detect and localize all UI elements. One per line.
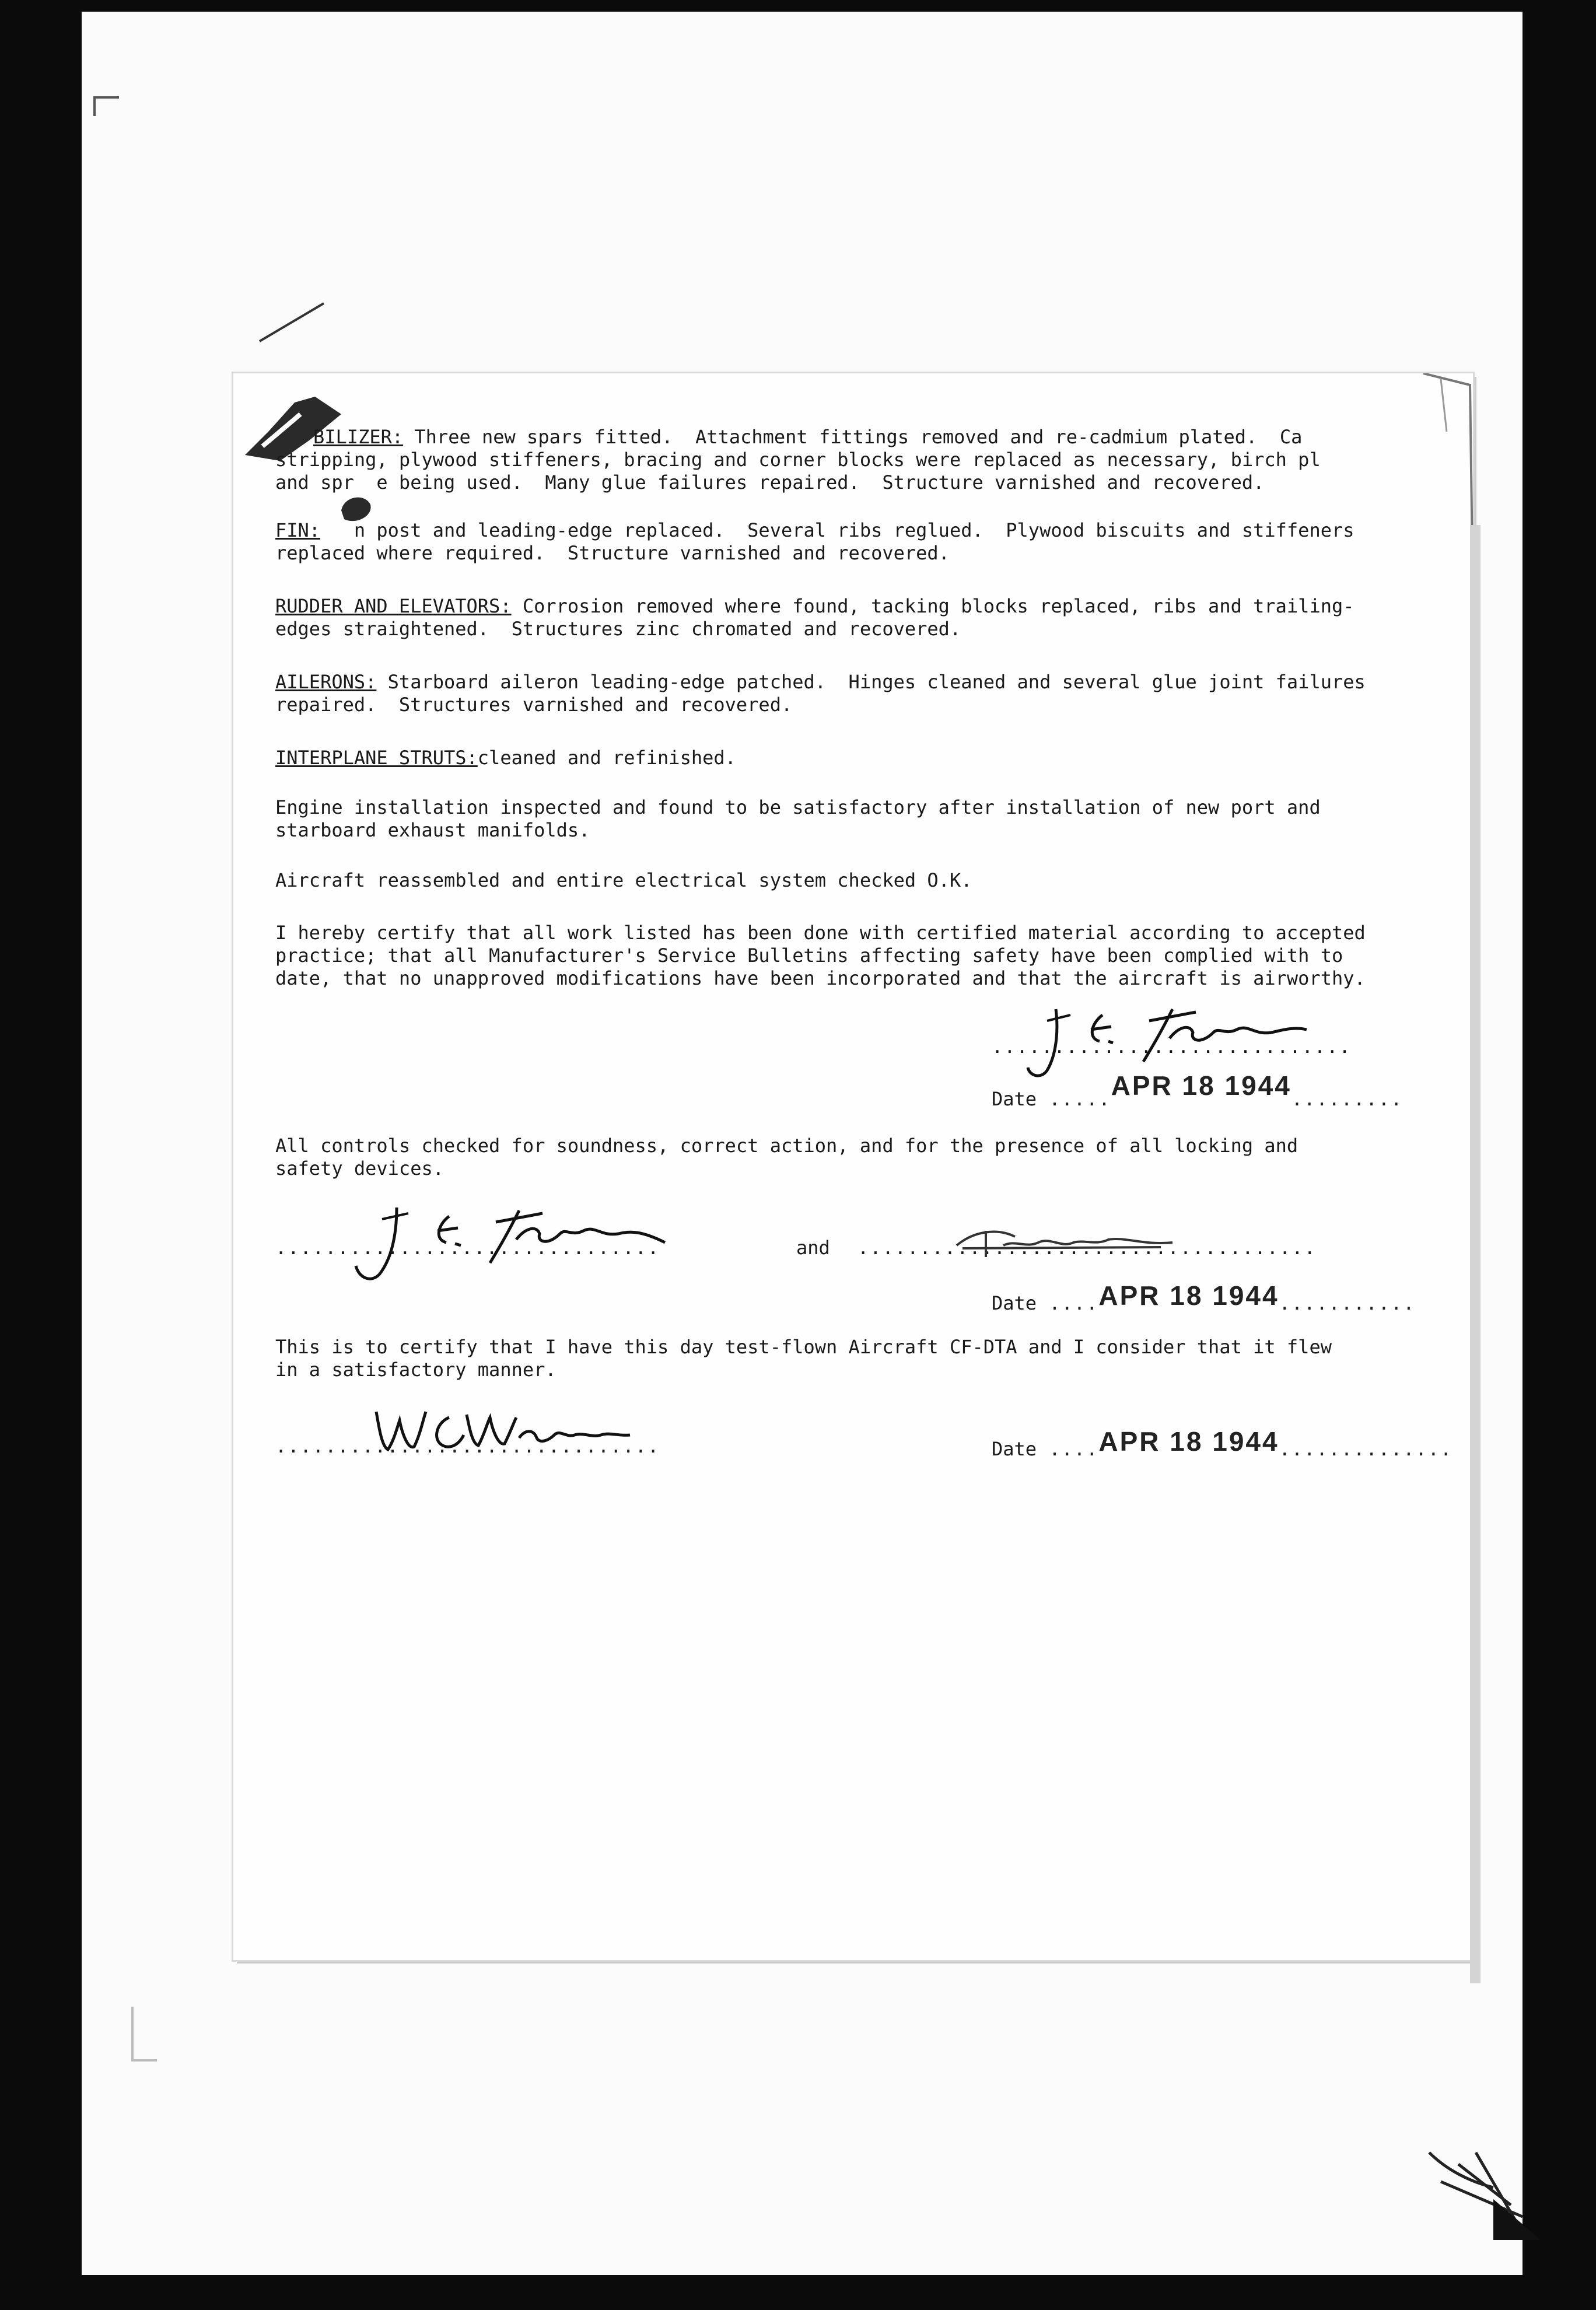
- rudder-line-1: [275, 595, 1477, 618]
- engine-line-1: Engine installation inspected and found to be satisfactory after installation of new port and: [275, 796, 1321, 818]
- signature-2a-handwritten: [315, 1196, 688, 1289]
- ailerons-heading: AILERONS:: [275, 671, 377, 693]
- controls-line-1: All controls checked for soundness, correct action, and for the presence of all locking and: [275, 1135, 1298, 1157]
- signature-3-date-row: Date ....APR 18 1944..............: [992, 1426, 1453, 1460]
- stabilizer-line-1: [275, 426, 1477, 449]
- signature-2a-dotted-line: ...............................: [275, 1237, 660, 1259]
- fin-line-2: replaced where required. Structure varnished and recovered.: [275, 542, 950, 564]
- certification-line-3: date, that no unapproved modifications have been incorporated and that the aircraft is airworthy.: [275, 967, 1366, 989]
- signature-3-date-label: Date: [992, 1438, 1037, 1460]
- rudder-line-2: edges straightened. Structures zinc chromated and recovered.: [275, 618, 961, 640]
- signature-1-date-label: Date: [992, 1088, 1037, 1110]
- test-flight-line-1: This is to certify that I have this day test-flown Aircraft CF-DTA and I consider that it flew: [275, 1336, 1332, 1358]
- signature-2-date-row: Date ....APR 18 1944...........: [992, 1280, 1416, 1314]
- certification-line-2: practice; that all Manufacturer's Service Bulletins affecting safety have been complied with to: [275, 944, 1343, 967]
- fin-heading: FIN:: [275, 519, 321, 541]
- rudder-text-1: Corrosion removed where found, tacking blocks replaced, ribs and trailing-: [511, 595, 1354, 617]
- document-page: [233, 373, 1473, 1960]
- signature-2b-dotted-line: .....................................: [858, 1237, 1317, 1259]
- fin-text-1: n post and leading-edge replaced. Several ribs reglued. Plywood biscuits and stiffeners: [320, 519, 1354, 541]
- stabilizer-text-1: Three new spars fitted. Attachment fittings removed and re-cadmium plated. Ca: [403, 426, 1303, 448]
- torn-corner-bottom-right: [1423, 2147, 1540, 2240]
- signature-3-date-stamp: APR 18 1944: [1098, 1426, 1279, 1457]
- signature-3-handwritten: [368, 1394, 636, 1458]
- controls-line-2: safety devices.: [275, 1157, 444, 1180]
- right-edge-strip: [1470, 525, 1480, 1983]
- engine-line-2: starboard exhaust manifolds.: [275, 819, 590, 841]
- pen-mark-left: [257, 300, 327, 347]
- signature-2-and-label: and: [796, 1237, 830, 1259]
- signature-1-dotted-line: .............................: [992, 1035, 1352, 1058]
- signature-2b-handwritten: [951, 1213, 1196, 1266]
- struts-heading: INTERPLANE STRUTS:: [275, 747, 478, 769]
- signature-2-date-stamp: APR 18 1944: [1098, 1280, 1279, 1311]
- electrical-line-1: Aircraft reassembled and entire electrical system checked O.K.: [275, 869, 972, 891]
- crop-mark-bottom-left: [131, 2007, 157, 2062]
- struts-text-1: cleaned and refinished.: [477, 747, 736, 769]
- test-flight-line-2: in a satisfactory manner.: [275, 1359, 556, 1381]
- ailerons-text-1: Starboard aileron leading-edge patched. Hinges cleaned and several glue joint failures: [376, 671, 1366, 693]
- crop-mark-top-left: [93, 96, 119, 116]
- signature-1-date-row: Date .....APR 18 1944.........: [992, 1070, 1404, 1110]
- ailerons-line-1: [275, 671, 1477, 694]
- signature-3-dotted-line: ...............................: [275, 1435, 660, 1457]
- stabilizer-line-2: stripping, plywood stiffeners, bracing and corner blocks were replaced as necessary, birch pl: [275, 449, 1321, 471]
- certification-line-1: I hereby certify that all work listed has been done with certified material according to accepted: [275, 922, 1366, 944]
- stabilizer-heading: BILIZER:: [313, 426, 404, 448]
- ailerons-line-2: repaired. Structures varnished and recovered.: [275, 694, 793, 716]
- signature-1-date-stamp: APR 18 1944: [1111, 1070, 1292, 1101]
- rudder-heading: RUDDER AND ELEVATORS:: [275, 595, 512, 617]
- stabilizer-line-3: and spr e being used. Many glue failures repaired. Structure varnished and recovered.: [275, 471, 1265, 494]
- fin-line-1: [275, 519, 1477, 542]
- struts-line-1: [275, 747, 1477, 769]
- signature-2-date-label: Date: [992, 1292, 1037, 1314]
